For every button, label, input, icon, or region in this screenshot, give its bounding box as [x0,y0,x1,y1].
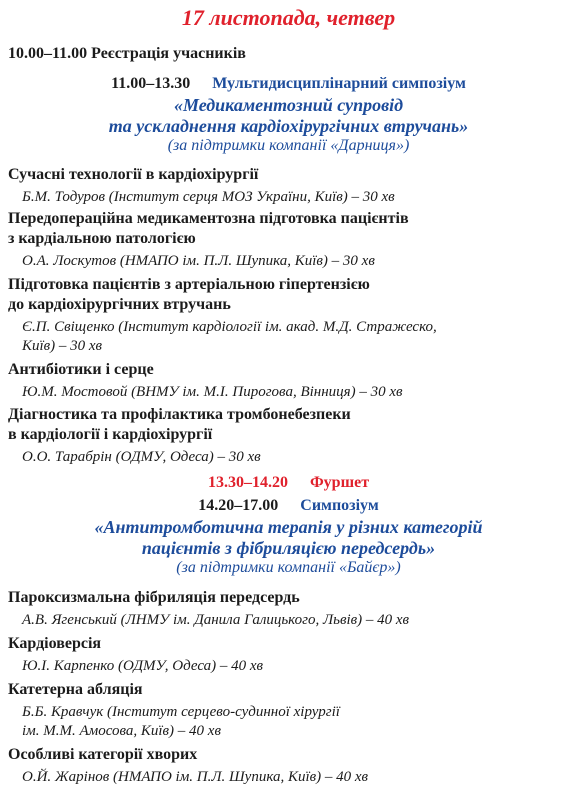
buffet-time: 13.30–14.20 [207,474,288,491]
talk-title: Сучасні технології в кардіохірургії [8,166,259,183]
talk-title: Передопераційна медикаментозна підготовка пацієнтів [8,210,409,227]
symposium1-label: Мультидисциплінарний симпозіум [212,75,466,92]
talk-title: Катетерна абляція [8,681,143,698]
talk-speaker: Б.Б. Кравчук (Інститут серцево-судинної хірургії [22,704,340,720]
talk-speaker: А.В. Ягенський (ЛНМУ ім. Данила Галицького, Львів) – 40 хв [22,612,410,628]
talk-speaker: О.О. Тарабрін (ОДМУ, Одеса) – 30 хв [22,449,261,465]
symposium1-title-line1: «Медикаментозний супровід [173,95,404,115]
talk-title: Пароксизмальна фібриляція передсердь [8,589,300,606]
symposium2-header [0,497,577,515]
talk-title: до кардіохірургічних втручань [8,296,231,313]
talk-title: в кардіології і кардіохірургії [8,426,213,443]
talk-speaker: Ю.І. Карпенко (ОДМУ, Одеса) – 40 хв [22,658,264,674]
symposium1-sponsor: (за підтримки компанії «Дарниця») [167,137,410,154]
registration-time: 10.00–11.00 [8,45,88,62]
symposium2-sponsor: (за підтримки компанії «Байєр») [176,559,401,576]
talk-title: Підготовка пацієнтів з артеріальною гіпертензією [8,276,370,293]
symposium1-title-line2: та ускладнення кардіохірургічних втручань» [108,116,469,136]
symposium1-header [0,75,577,93]
registration-label: Реєстрація учасників [91,45,246,62]
talk-speaker: Ю.М. Мостовой (ВНМУ ім. М.І. Пирогова, Вінниця) – 30 хв [22,384,403,400]
talk-title: з кардіальною патологією [8,230,196,247]
talk-speaker: О.А. Лоскутов (НМАПО ім. П.Л. Шупика, Київ) – 30 хв [22,253,375,269]
buffet-label: Фуршет [309,474,370,491]
talk-title: Особливі категорії хворих [8,746,198,763]
talk-speaker: Київ) – 30 хв [22,338,103,354]
talk-title: Антибіотики і серце [8,361,154,378]
symposium1-time: 11.00–13.30 [111,75,191,92]
talk-speaker: Є.П. Свіщенко (Інститут кардіології ім. акад. М.Д. Стражеско, [22,319,437,335]
buffet-row [0,474,577,492]
talk-title: Кардіоверсія [8,635,102,652]
symposium2-time: 14.20–17.00 [198,497,279,514]
symposium2-label: Симпозіум [300,497,379,514]
symposium2-title-line2: пацієнтів з фібриляцією передсердь» [141,538,436,558]
talk-speaker: ім. М.М. Амосова, Київ) – 40 хв [22,723,221,739]
talk-title: Діагностика та профілактика тромбонебезпеки [8,406,351,423]
symposium2-title-line1: «Антитромботична терапія у різних категорій [94,517,483,537]
day-heading: 17 листопада, четвер [181,5,396,30]
talk-speaker: Б.М. Тодуров (Інститут серця МОЗ України, Київ) – 30 хв [22,189,395,205]
registration-row [8,45,246,63]
talk-speaker: О.Й. Жарінов (НМАПО ім. П.Л. Шупика, Київ) – 40 хв [22,769,369,785]
